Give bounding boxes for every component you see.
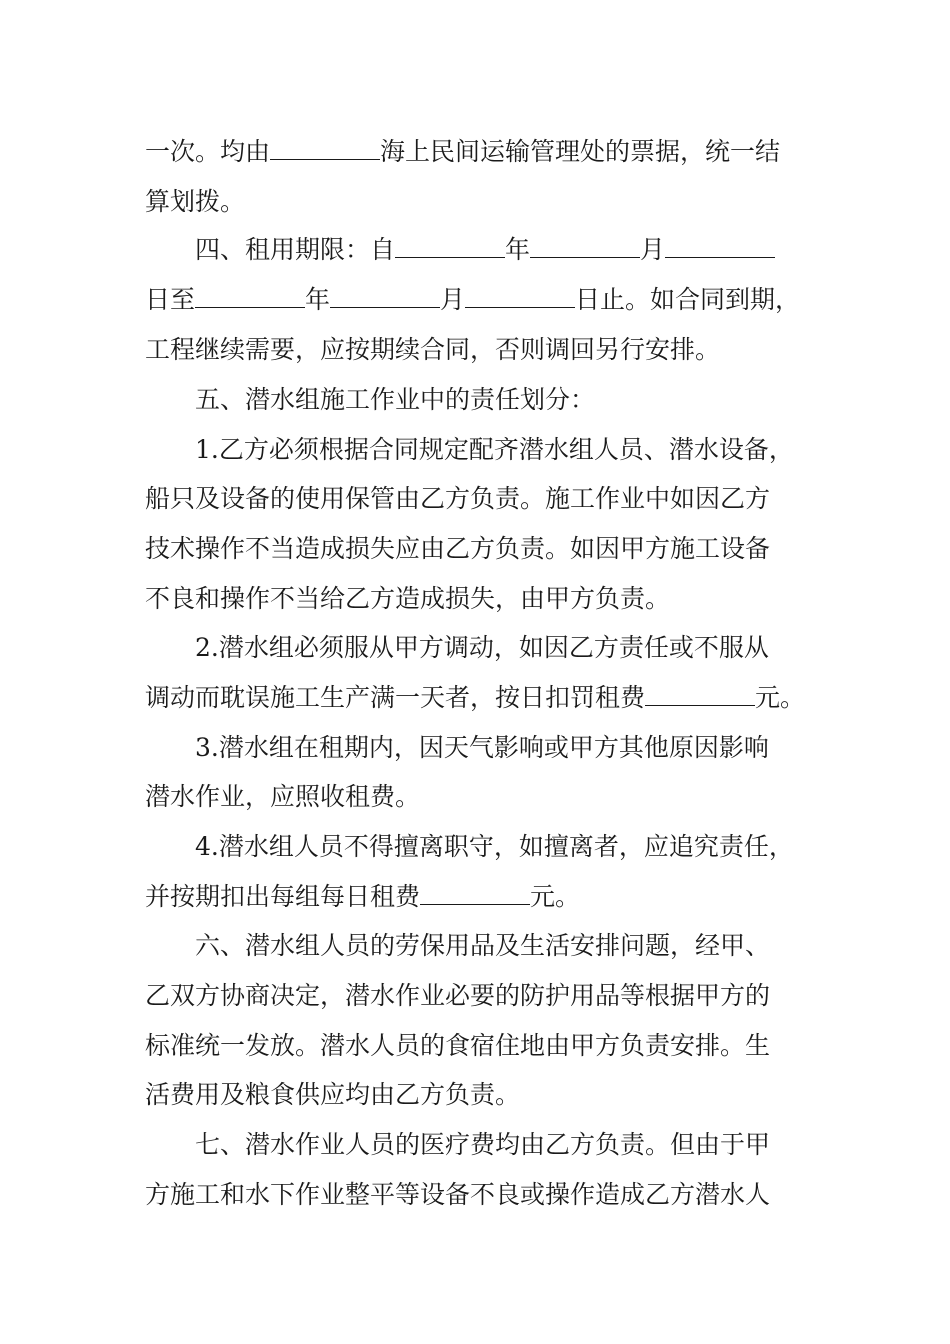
text-line: 算划拨。	[145, 187, 246, 216]
fill-in-blank	[420, 882, 530, 905]
text-line: 乙双方协商决定，潜水作业必要的防护用品等根据甲方的	[145, 981, 771, 1010]
text-line: 船只及设备的使用保管由乙方负责。施工作业中如因乙方	[145, 484, 771, 513]
text-line: 方施工和水下作业整平等设备不良或操作造成乙方潜水人	[145, 1180, 771, 1209]
text-line: 日至 年 月 日止。如合同到期，	[145, 285, 801, 314]
text-line: 六、潜水组人员的劳保用品及生活安排问题，经甲、	[195, 931, 771, 960]
text-line: 调动而耽误施工生产满一天者，按日扣罚租费 元。	[145, 683, 806, 712]
fill-in-blank	[465, 285, 575, 308]
text-line: 2.潜水组必须服从甲方调动，如因乙方责任或不服从	[195, 633, 769, 662]
text-line: 潜水作业，应照收租费。	[145, 782, 421, 811]
fill-in-blank	[270, 137, 380, 160]
fill-in-blank	[530, 235, 640, 258]
text-line: 活费用及粮食供应均由乙方负责。	[145, 1080, 521, 1109]
text-line: 标准统一发放。潜水人员的食宿住地由甲方负责安排。生	[145, 1031, 771, 1060]
fill-in-blank	[195, 285, 305, 308]
text-line: 3.潜水组在租期内，因天气影响或甲方其他原因影响	[195, 733, 769, 762]
fill-in-blank	[665, 235, 775, 258]
fill-in-blank	[330, 285, 440, 308]
fill-in-blank	[395, 235, 505, 258]
text-line: 七、潜水作业人员的医疗费均由乙方负责。但由于甲	[195, 1130, 771, 1159]
text-line: 不良和操作不当给乙方造成损失，由甲方负责。	[145, 584, 671, 613]
text-line: 4.潜水组人员不得擅离职守，如擅离者，应追究责任，	[195, 832, 794, 861]
fill-in-blank	[645, 683, 755, 706]
text-line: 一次。均由 海上民间运输管理处的票据，统一结	[145, 137, 781, 166]
section-heading: 五、潜水组施工作业中的责任划分：	[195, 385, 596, 414]
text-line: 四、租用期限：自 年 月	[195, 233, 865, 267]
text-line: 工程继续需要，应按期续合同，否则调回另行安排。	[145, 335, 721, 364]
text-line: 并按期扣出每组每日租费 元。	[145, 882, 581, 911]
text-line: 技术操作不当造成损失应由乙方负责。如因甲方施工设备	[145, 534, 771, 563]
text-line: 1.乙方必须根据合同规定配齐潜水组人员、潜水设备，	[195, 435, 794, 464]
